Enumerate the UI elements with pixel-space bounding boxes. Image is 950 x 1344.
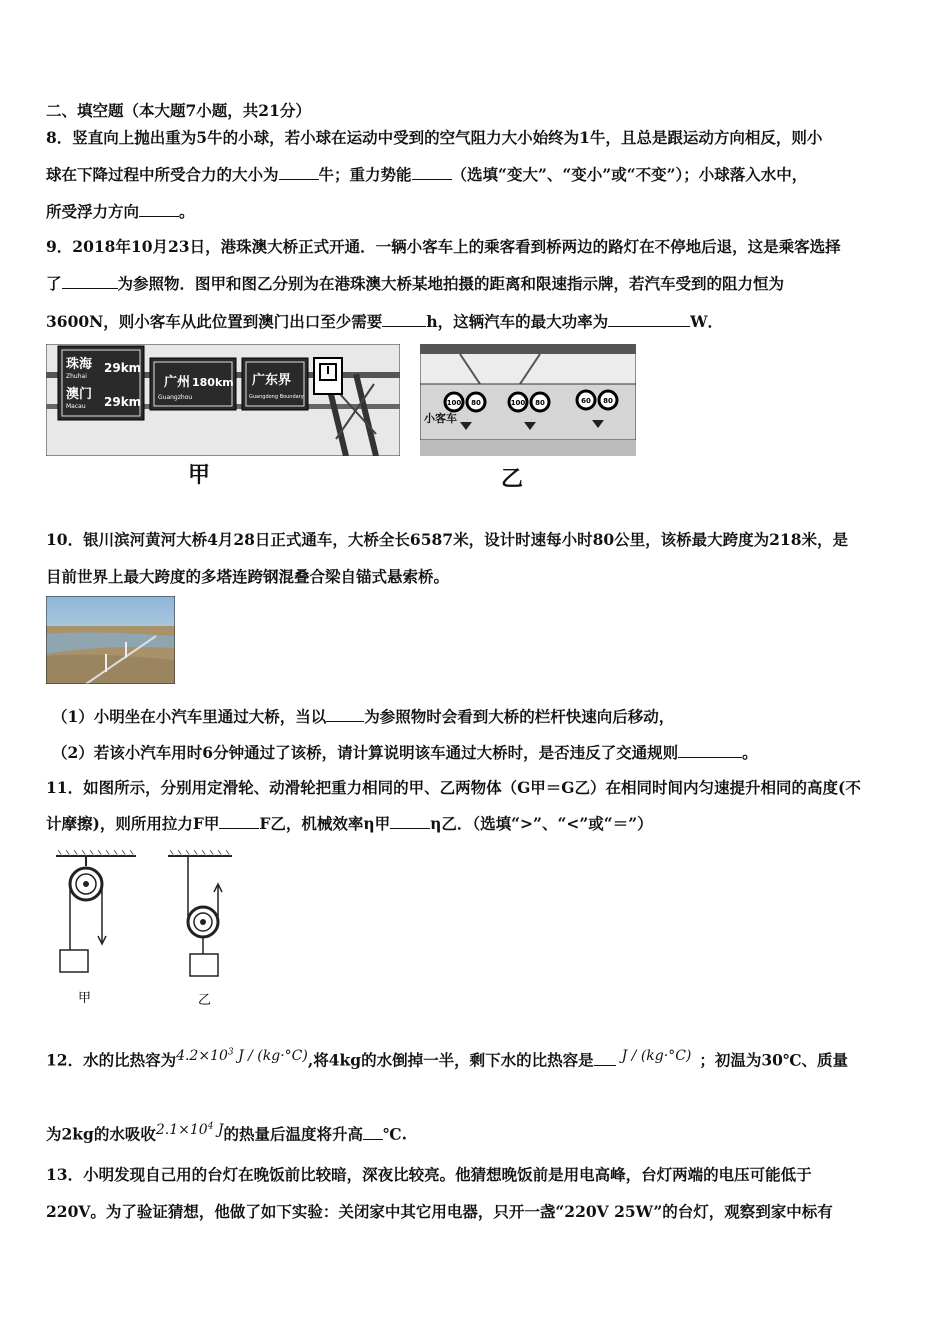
q9-text: h，这辆汽车的最大功率为 xyxy=(426,312,609,331)
q8-text: 牛；重力势能 xyxy=(318,165,412,184)
sign-macau-en: Macau xyxy=(66,403,86,410)
q10-blank-reference[interactable] xyxy=(326,707,364,722)
caption-jia: 甲 xyxy=(188,463,211,488)
q11-line2 xyxy=(46,814,653,834)
q9-text: 为参照物．图甲和图乙分别为在港珠澳大桥某地拍摄的距离和限速指示牌，若汽车受到的阻力恒为 xyxy=(117,274,785,293)
q13-line2: 220V。为了验证猜想，他做了如下实验：关闭家中其它用电器，只开一盏“220V 25W”的台灯，观察到家中标有 xyxy=(46,1202,833,1221)
q8-text: 所受浮力方向 xyxy=(46,202,140,221)
sign-car-label: 小客车 xyxy=(424,412,457,425)
q8-text: 球在下降过程中所受合力的大小为 xyxy=(46,165,279,184)
q8-line1: 8．竖直向上抛出重为5牛的小球，若小球在运动中受到的空气阻力大小始终为1牛，且总是跟运动方向相反，则小 xyxy=(46,128,823,147)
q11-text: F乙，机械效率η甲 xyxy=(259,814,391,833)
sign-zhuhai: 珠海 xyxy=(66,357,93,372)
q9-text: 了 xyxy=(46,274,62,293)
q10-part2 xyxy=(52,743,758,763)
q10-part1 xyxy=(52,707,674,727)
q9-text: W． xyxy=(690,312,724,331)
q11-blank-efficiency[interactable] xyxy=(390,814,430,829)
q8-text: （选填“变大”、“变小”或“不变”）；小球落入水中， xyxy=(451,165,808,184)
q8-line2 xyxy=(46,165,807,185)
limit-sign: 80 xyxy=(603,397,613,405)
q12-text: 12．水的比热容为 xyxy=(46,1050,177,1070)
q12-text: ；初温为30℃、质量 xyxy=(699,1050,849,1070)
bridge-photo xyxy=(46,596,175,684)
distance-sign-photo xyxy=(46,344,400,456)
q9-blank-time[interactable] xyxy=(382,312,426,327)
q12-formula-base: 2.1×10 xyxy=(155,1121,208,1138)
q12-formula-base: 4.2×10 xyxy=(176,1047,228,1064)
q9-blank-power[interactable] xyxy=(608,312,690,327)
q10-text: 。 xyxy=(742,743,758,762)
q12-unit: J / (kg·°C) xyxy=(621,1047,692,1064)
q11-text: η乙．（选填“>”、“<”或“＝”） xyxy=(430,814,653,833)
q10-blank-rule[interactable] xyxy=(678,743,742,758)
q9-blank-reference[interactable] xyxy=(62,274,118,289)
q8-blank-force[interactable] xyxy=(279,165,319,180)
q10-line1: 10．银川滨河黄河大桥4月28日正式通车，大桥全长6587米，设计时速每小时80公里，该桥最大跨度为218米，是 xyxy=(46,530,848,549)
sign-zhuhai-en: Zhuhai xyxy=(66,373,87,380)
q12-line1 xyxy=(46,1042,848,1071)
sign-guangzhou-en: Guangzhou xyxy=(158,394,193,401)
q10-line2: 目前世界上最大跨度的多塔连跨钢混叠合梁自锚式悬索桥。 xyxy=(46,567,450,586)
limit-sign: 100 xyxy=(446,399,462,407)
q12-formula-unit: J / (kg·°C) xyxy=(233,1047,308,1064)
q12-text: ,将4kg的水倒掉一半，剩下水的比热容是 xyxy=(307,1050,594,1070)
q8-line3 xyxy=(46,202,195,222)
q12-formula-unit: J xyxy=(213,1121,224,1138)
q9-text: 3600N，则小客车从此位置到澳门出口至少需要 xyxy=(46,312,383,331)
q12-blank-capacity[interactable] xyxy=(594,1051,616,1066)
speed-limit-photo xyxy=(420,344,636,456)
limit-sign: 80 xyxy=(471,399,481,407)
sign-guangzhou: 广州 xyxy=(164,375,191,390)
q12-formula-energy xyxy=(156,1122,224,1138)
q11-text: 计摩擦)，则所用拉力F甲 xyxy=(46,814,220,833)
q12-line2 xyxy=(46,1116,407,1145)
pulley-label-yi: 乙 xyxy=(198,993,212,1008)
caption-yi: 乙 xyxy=(501,467,524,492)
q8-text: 。 xyxy=(179,202,195,221)
q9-line2 xyxy=(46,274,784,294)
sign-macau: 澳门 xyxy=(66,387,93,402)
q12-text: 的热量后温度将升高 xyxy=(223,1124,363,1144)
q12-formula-heat xyxy=(176,1048,308,1064)
limit-sign: 60 xyxy=(581,397,591,405)
section-title: 二、填空题（本大题7小题，共21分） xyxy=(46,101,311,120)
q9-line3 xyxy=(46,312,723,332)
q10-text: 为参照物时会看到大桥的栏杆快速向后移动， xyxy=(364,707,675,726)
sign-zhuhai-km: 29km xyxy=(104,361,142,375)
q12-blank-temp[interactable] xyxy=(363,1125,383,1140)
q10-text: （2）若该小汽车用时6分钟通过了该桥，请计算说明该车通过大桥时，是否违反了交通规则 xyxy=(52,743,679,762)
q12-formula-exp: 4 xyxy=(207,1121,214,1131)
q11-blank-force[interactable] xyxy=(219,814,259,829)
q9-line1: 9．2018年10月23日，港珠澳大桥正式开通．一辆小客车上的乘客看到桥两边的路灯在不停地后退，这是乘客选择 xyxy=(46,237,841,256)
sign-guangzhou-km: 180km xyxy=(192,376,234,389)
limit-sign: 100 xyxy=(510,399,526,407)
q10-text: （1）小明坐在小汽车里通过大桥，当以 xyxy=(52,707,327,726)
q12-text: 为2kg的水吸收 xyxy=(46,1124,156,1144)
pulley-diagram xyxy=(52,846,242,1012)
q12-text: ℃. xyxy=(383,1124,407,1144)
sign-border-en: Guangdong Boundary xyxy=(249,394,304,400)
limit-sign: 80 xyxy=(535,399,545,407)
sign-macau-km: 29km xyxy=(104,395,142,409)
q13-line1: 13．小明发现自己用的台灯在晚饭前比较暗，深夜比较亮。他猜想晚饭前是用电高峰，台灯两端的电压可能低于 xyxy=(46,1165,812,1184)
q12-formula-exp: 3 xyxy=(227,1047,234,1057)
sign-border: 广东界 xyxy=(252,373,292,388)
q8-blank-buoyancy[interactable] xyxy=(139,202,179,217)
q8-blank-energy[interactable] xyxy=(412,165,452,180)
q11-line1: 11．如图所示，分别用定滑轮、动滑轮把重力相同的甲、乙两物体（G甲＝G乙）在相同时间内匀速提升相同的高度(不 xyxy=(46,778,861,797)
pulley-label-jia: 甲 xyxy=(78,991,92,1006)
